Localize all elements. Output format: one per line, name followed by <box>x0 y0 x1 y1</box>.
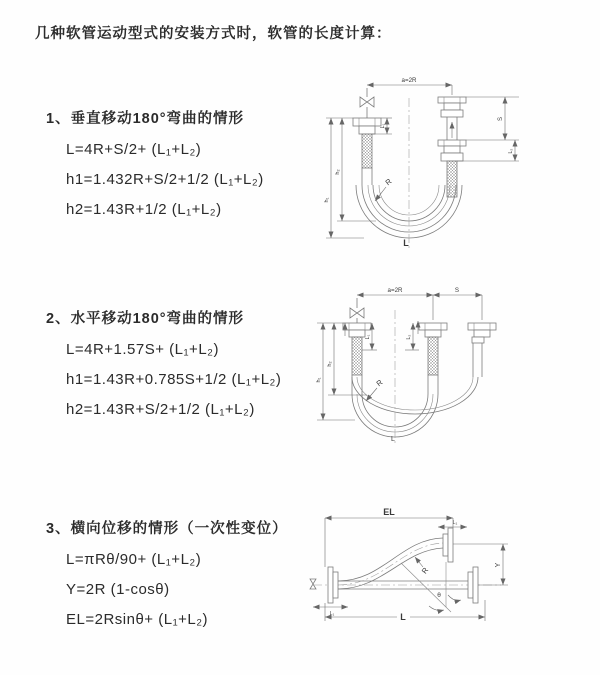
formula-h2: h2=1.43R+1/2 (L₁+L₂) <box>66 201 222 218</box>
dimension-l1-top <box>438 520 467 527</box>
left-flange <box>353 118 381 134</box>
svg-text:a=2R: a=2R <box>387 287 403 294</box>
section-2-heading: 2、水平移动180°弯曲的情形 <box>46 311 245 327</box>
valve-icon <box>350 298 364 323</box>
right-flange <box>468 323 496 343</box>
right-flange-lower <box>438 140 466 161</box>
radius-leader <box>375 176 394 201</box>
right-flange <box>468 567 478 603</box>
dimension-s <box>433 287 482 320</box>
formula-l: L=4R+S/2+ (L₁+L₂) <box>66 141 202 158</box>
angle-theta <box>401 562 461 612</box>
formula-l: L=4R+1.57S+ (L₁+L₂) <box>66 341 219 358</box>
dimension-l2 <box>405 321 419 350</box>
upper-flange <box>443 528 453 562</box>
dimension-s <box>466 97 519 140</box>
left-braid-section <box>352 337 362 375</box>
middle-flange <box>419 323 447 337</box>
diagram-vertical-180-bend <box>316 70 526 255</box>
left-flange <box>328 567 338 603</box>
svg-text:Y: Y <box>495 562 502 568</box>
anchor-icon <box>310 579 316 589</box>
hose-arcs-position2 <box>352 343 482 414</box>
formula-y: Y=2R (1-cosθ) <box>66 581 170 598</box>
section-1 <box>46 107 264 218</box>
svg-text:L₁: L₁ <box>380 123 386 129</box>
svg-text:a=2R: a=2R <box>401 77 417 84</box>
formula-h1: h1=1.432R+S/2+1/2 (L₁+L₂) <box>66 171 264 188</box>
formula-h1: h1=1.43R+0.785S+1/2 (L₁+L₂) <box>66 371 282 388</box>
svg-text:R: R <box>374 377 385 389</box>
svg-text:h₁: h₁ <box>324 197 330 203</box>
page-title: 几种软管运动型式的安装方式时，软管的长度计算： <box>35 26 392 42</box>
section-3-heading: 3、横向位移的情形（一次性变位） <box>46 521 288 537</box>
svg-text:S: S <box>498 116 504 122</box>
dimension-h1 <box>324 118 364 238</box>
radius-leader <box>366 377 385 401</box>
svg-text:L₁: L₁ <box>365 334 371 340</box>
dimension-a2r <box>367 77 452 95</box>
formula-l: L=πRθ/90+ (L₁+L₂) <box>66 551 202 568</box>
svg-text:R: R <box>383 176 394 188</box>
length-label: L <box>391 436 395 443</box>
svg-text:h₂: h₂ <box>335 169 341 175</box>
formula-h2: h2=1.43R+S/2+1/2 (L₁+L₂) <box>66 401 255 418</box>
middle-braid-section <box>428 337 438 375</box>
section-3 <box>46 517 288 628</box>
dimension-y <box>453 544 508 585</box>
svg-text:S: S <box>454 287 460 294</box>
diagram-horizontal-180-bend <box>305 282 515 452</box>
dimension-h1 <box>316 323 355 420</box>
left-braid-section <box>362 134 372 168</box>
diagram-lateral-displacement <box>305 505 515 665</box>
svg-text:h₁: h₁ <box>316 377 322 383</box>
svg-text:L₂: L₂ <box>508 148 514 154</box>
svg-text:EL: EL <box>383 507 395 517</box>
right-braid-section <box>447 161 457 197</box>
svg-text:L₂: L₂ <box>406 334 412 340</box>
dimension-l1-bottom <box>313 607 348 617</box>
section-1-heading: 1、垂直移动180°弯曲的情形 <box>46 111 245 127</box>
valve-icon <box>360 88 374 118</box>
svg-text:R: R <box>419 565 431 576</box>
dimension-l <box>325 600 485 622</box>
svg-text:L₁: L₁ <box>452 520 458 526</box>
svg-text:L: L <box>400 612 406 622</box>
section-2 <box>46 307 281 418</box>
length-label: L <box>403 238 409 248</box>
svg-text:h₂: h₂ <box>327 361 333 367</box>
formula-el: EL=2Rsinθ+ (L₁+L₂) <box>66 611 209 628</box>
radius-leader <box>415 557 431 575</box>
dimension-el <box>325 507 453 567</box>
svg-text:θ: θ <box>437 592 441 599</box>
svg-text:L₁: L₁ <box>329 611 335 617</box>
